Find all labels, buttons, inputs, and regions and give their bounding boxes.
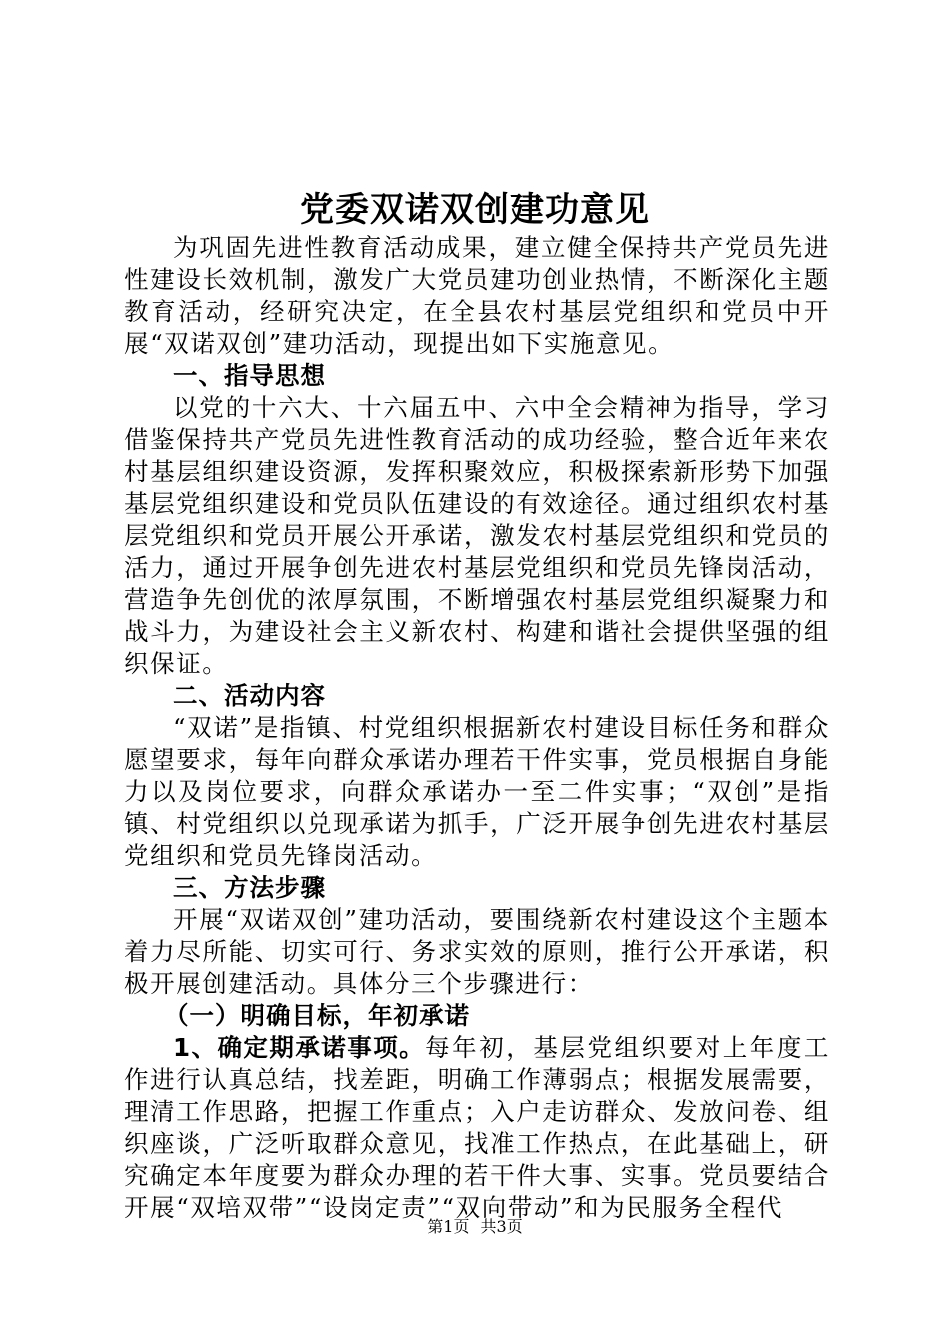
page-footer	[0, 1215, 950, 1239]
intro-paragraph: 为巩固先进性教育活动成果，建立健全保持共产党员先进性建设长效机制，激发广大党员建功创业热情，不断深化主题教育活动，经研究决定，在全县农村基层党组织和党员中开展“双诺双创”建功活动，现提出如下实施意见。	[124, 233, 830, 358]
page-total: 共3页	[480, 1217, 523, 1236]
commitment-items-lead: 1、确定期承诺事项。	[173, 1033, 426, 1062]
document-body	[124, 232, 830, 1224]
section-heading-guiding-ideology: 一、指导思想	[173, 361, 326, 390]
guiding-ideology-paragraph: 以党的十六大、十六届五中、六中全会精神为指导，学习借鉴保持共产党员先进性教育活动的成功经验，整合近年来农村基层组织建设资源，发挥积聚效应，积极探索新形势下加强基层党组织建设和党员队伍建设的有效途径。通过组织农村基层党组织和党员开展公开承诺，激发农村基层党组织和党员的活力，通过开展争创先进农村基层党组织和党员先锋岗活动，营造争先创优的浓厚氛围，不断增强农村基层党组织凝聚力和战斗力，为建设社会主义新农村、构建和谐社会提供坚强的组织保证。	[124, 393, 830, 678]
page-number: 第1页	[427, 1217, 470, 1236]
section-heading-activity-content: 二、活动内容	[173, 681, 326, 710]
commitment-items-text: 每年初，基层党组织要对上年度工作进行认真总结，找差距，明确工作薄弱点；根据发展需要，理清工作思路，把握工作重点；入户走访群众、发放问卷、组织座谈，广泛听取群众意见，找准工作热点，在此基础上，研究确定本年度要为群众办理的若干件大事、实事。党员要结合开展“双培双带”“设岗定责”“双向带动”和为民服务全程代	[124, 1033, 831, 1222]
commitment-items-paragraph	[124, 1032, 830, 1224]
subsection-heading-clear-goals: （一）明确目标，年初承诺	[164, 1001, 470, 1030]
document-title: 党委双诺双创建功意见	[300, 190, 650, 230]
activity-content-paragraph: “双诺”是指镇、村党组织根据新农村建设目标任务和群众愿望要求，每年向群众承诺办理若干件实事，党员根据自身能力以及岗位要求，向群众承诺办一至二件实事；“双创”是指镇、村党组织以兑现承诺为抓手，广泛开展争创先进农村基层党组织和党员先锋岗活动。	[124, 713, 830, 870]
section-heading-method-steps: 三、方法步骤	[173, 873, 326, 902]
method-steps-paragraph: 开展“双诺双创”建功活动，要围绕新农村建设这个主题本着力尽所能、切实可行、务求实效的原则，推行公开承诺，积极开展创建活动。具体分三个步骤进行：	[124, 905, 830, 998]
